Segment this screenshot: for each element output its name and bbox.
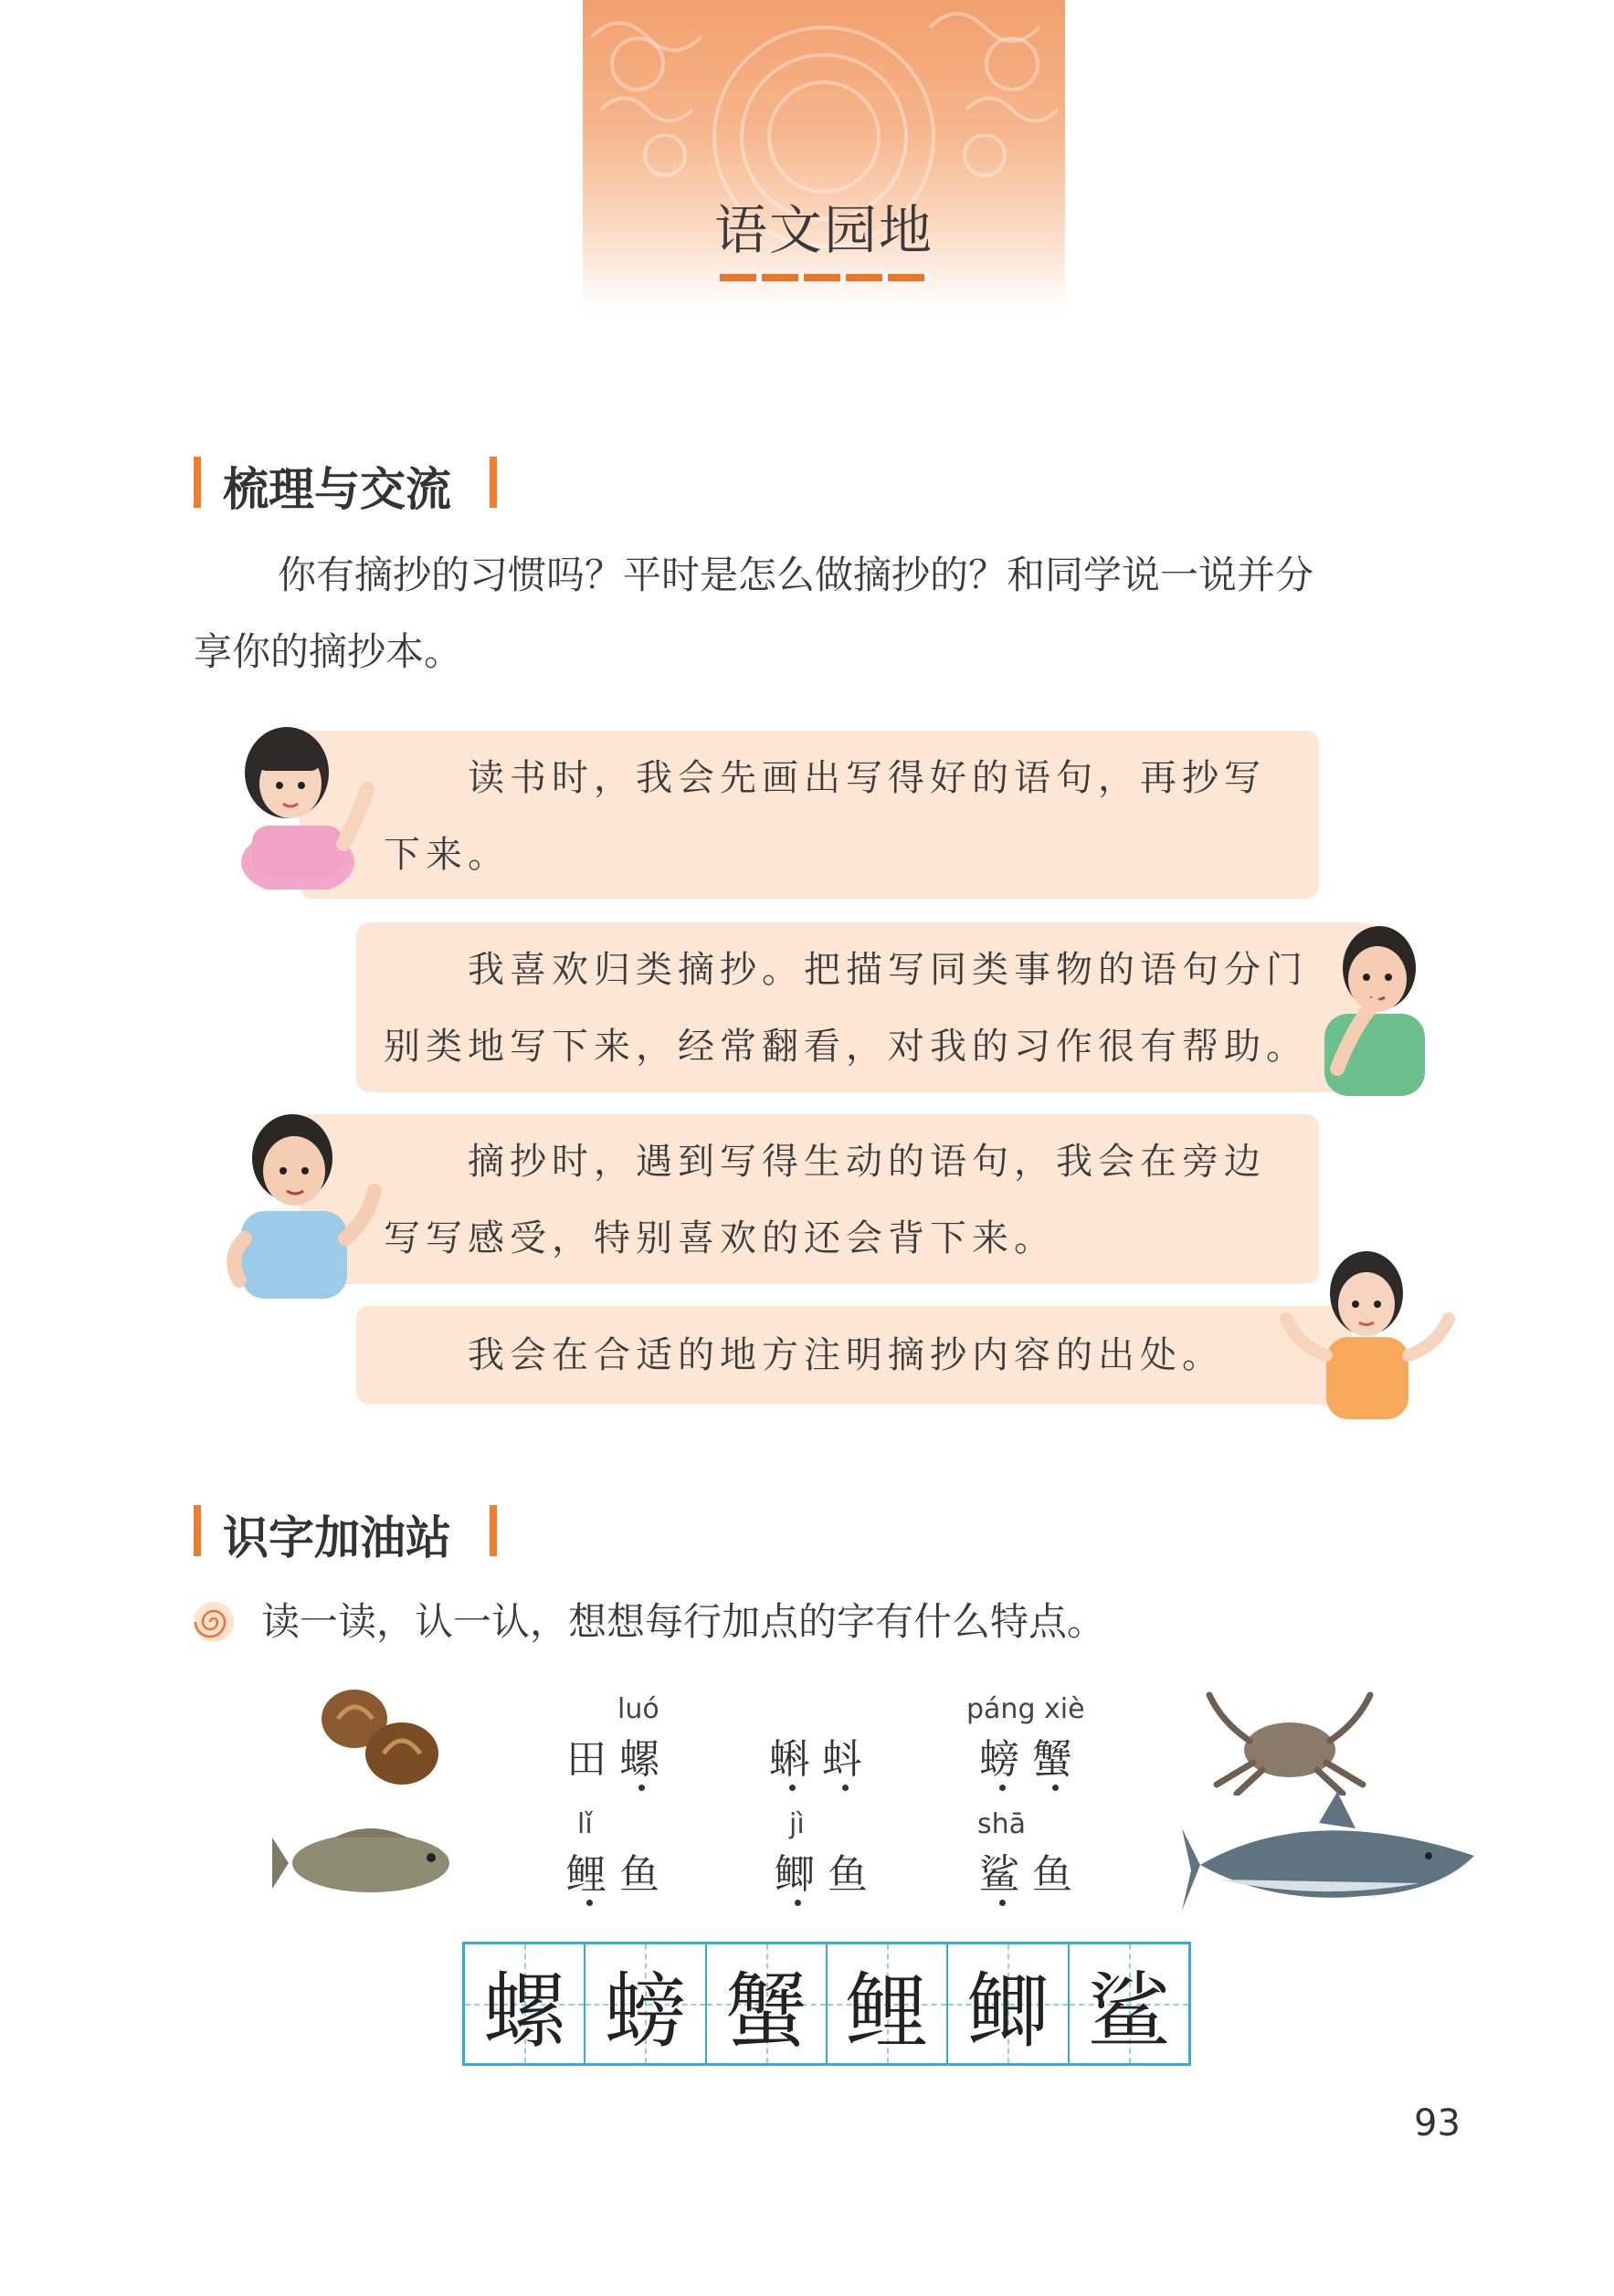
crab-illustration — [1198, 1686, 1381, 1796]
emphasis-dot — [789, 1785, 796, 1791]
banner-pattern — [583, 0, 1065, 311]
page-number: 93 — [1414, 2102, 1461, 2144]
section2-bar-right — [490, 1505, 497, 1556]
bubble-2-line-1: 我喜欢归类摘抄。把描写同类事物的语句分门 — [468, 949, 1308, 991]
grid-cell — [465, 1944, 585, 2063]
intro-line-2: 享你的摘抄本。 — [194, 629, 463, 674]
emphasis-dot — [795, 1900, 801, 1906]
bubble-3-line-1: 摘抄时，遇到写得生动的语句，我会在旁边 — [468, 1141, 1266, 1183]
grid-cell — [828, 1944, 948, 2063]
title-underline — [720, 274, 928, 281]
section-title-literacy: 识字加油站 — [223, 1511, 451, 1564]
emphasis-dot — [586, 1900, 593, 1906]
bubble-1-line-1: 读书时，我会先画出写得好的语句，再抄写 — [468, 757, 1266, 799]
pinyin-luo: luó — [617, 1693, 659, 1725]
snail-illustration — [311, 1679, 448, 1788]
word-jiyu: 鲫鱼 — [775, 1851, 881, 1898]
carp-illustration — [270, 1817, 471, 1909]
pinyin-ji: jì — [789, 1808, 805, 1840]
emphasis-dot — [999, 1900, 1006, 1906]
emphasis-dot — [1052, 1785, 1059, 1791]
emphasis-dot — [638, 1785, 645, 1791]
grid-char: 鲫 — [966, 1964, 1050, 2059]
section2-bar-left — [194, 1505, 201, 1556]
shark-illustration — [1182, 1792, 1483, 1938]
spiral-icon — [192, 1600, 236, 1644]
girl-orange-illustration — [1275, 1237, 1458, 1419]
page-title: 语文园地 — [713, 199, 934, 261]
pinyin-pangxie: páng xiè — [966, 1693, 1085, 1725]
grid-char: 蟹 — [724, 1964, 807, 2059]
header-banner — [583, 0, 1065, 311]
section-bar-left — [194, 457, 201, 508]
section-bar-right — [490, 457, 497, 508]
grid-char: 鲤 — [846, 1964, 929, 2059]
pinyin-li: lǐ — [577, 1808, 593, 1840]
grid-cell — [948, 1944, 1069, 2063]
girl-pink-illustration — [216, 716, 380, 890]
bubble-1-line-2: 下来。 — [384, 834, 510, 876]
grid-char: 鲨 — [1087, 1964, 1170, 2059]
grid-cell — [707, 1944, 828, 2063]
grid-char: 螺 — [483, 1964, 566, 2059]
grid-cell — [585, 1944, 706, 2063]
bubble-2-line-2: 别类地写下来，经常翻看，对我的习作很有帮助。 — [384, 1026, 1308, 1068]
bubble-3-line-2: 写写感受，特别喜欢的还会背下来。 — [384, 1217, 1056, 1259]
word-liyu: 鲤鱼 — [566, 1851, 672, 1898]
boy-blue-illustration — [208, 1101, 391, 1302]
word-pangxie: 螃蟹 — [979, 1736, 1085, 1783]
emphasis-dot — [999, 1785, 1006, 1791]
character-grid — [462, 1942, 1191, 2066]
boy-green-illustration — [1301, 913, 1438, 1096]
emphasis-dot — [842, 1785, 849, 1791]
pinyin-sha: shā — [977, 1808, 1027, 1840]
intro-line-1: 你有摘抄的习惯吗？平时是怎么做摘抄的？和同学说一说并分 — [278, 553, 1314, 597]
grid-char: 螃 — [604, 1964, 687, 2059]
grid-cell — [1070, 1944, 1188, 2063]
word-kedou: 蝌蚪 — [769, 1736, 875, 1783]
word-tianluo: 田螺 — [566, 1736, 672, 1783]
word-shayu: 鲨鱼 — [979, 1851, 1085, 1898]
section-title-sorting: 梳理与交流 — [223, 463, 451, 516]
bubble-4-line-1: 我会在合适的地方注明摘抄内容的出处。 — [468, 1334, 1224, 1376]
literacy-instruction: 读一读，认一认，想想每行加点的字有什么特点。 — [261, 1599, 1106, 1644]
